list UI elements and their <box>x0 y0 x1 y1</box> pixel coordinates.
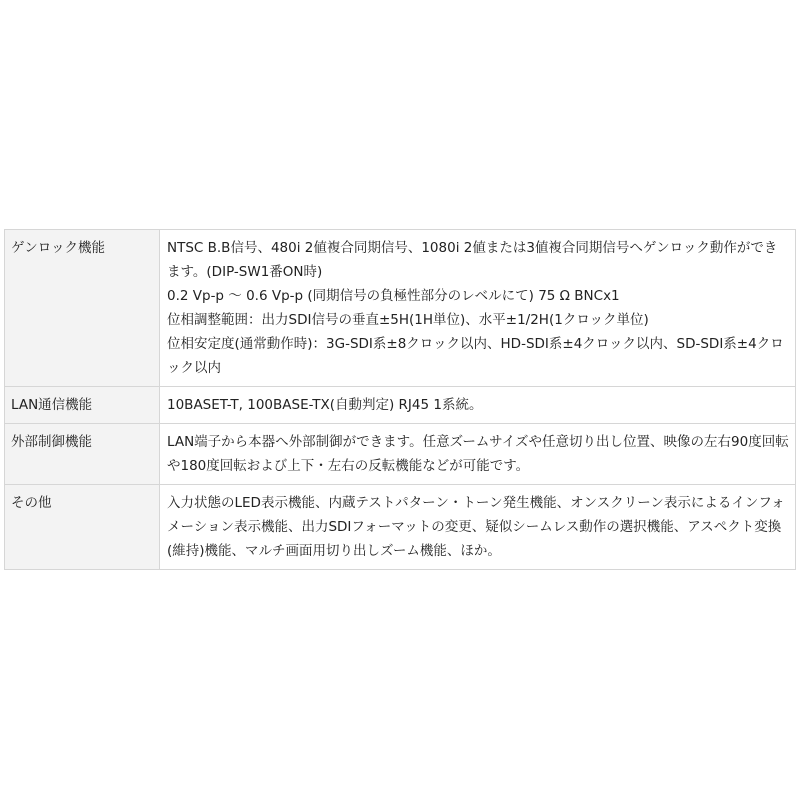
spec-table <box>4 229 796 570</box>
row-label-other: その他 <box>5 485 160 570</box>
genlock-signal-line: NTSC B.B信号、480i 2値複合同期信号、1080i 2値または3値複合同期信号へゲンロック動作ができます。(DIP-SW1番ON時) <box>167 240 778 280</box>
other-features-line: 入力状態のLED表示機能、内蔵テストパターン・トーン発生機能、オンスクリーン表示によるインフォメーション表示機能、出力SDIフォーマットの変更、疑似シームレス動作の選択機能、アスペクト変換(維持)機能、マルチ画面用切り出しズーム機能、ほか。 <box>167 495 785 559</box>
genlock-level-line: 0.2 Vp-p 〜 0.6 Vp-p (同期信号の負極性部分のレベルにて) 75 Ω BNCx1 <box>167 288 620 304</box>
row-value-other <box>160 485 796 570</box>
table-row-external-control <box>5 424 796 485</box>
external-control-line: LAN端子から本器へ外部制御ができます。任意ズームサイズや任意切り出し位置、映像の左右90度回転や180度回転および上下・左右の反転機能などが可能です。 <box>167 434 789 474</box>
table-row-lan <box>5 387 796 424</box>
row-label-genlock: ゲンロック機能 <box>5 230 160 387</box>
lan-spec-line: 10BASET-T, 100BASE-TX(自動判定) RJ45 1系統。 <box>167 397 483 413</box>
genlock-phase-stability-line: 位相安定度(通常動作時)：3G-SDI系±8クロック以内、HD-SDI系±4クロック以内、SD-SDI系±4クロック以内 <box>167 336 784 376</box>
row-value-genlock <box>160 230 796 387</box>
table-row-genlock <box>5 230 796 387</box>
row-value-lan <box>160 387 796 424</box>
row-label-external-control: 外部制御機能 <box>5 424 160 485</box>
row-label-lan: LAN通信機能 <box>5 387 160 424</box>
row-value-external-control <box>160 424 796 485</box>
genlock-phase-range-line: 位相調整範囲：出力SDI信号の垂直±5H(1H単位)、水平±1/2H(1クロック単位) <box>167 312 649 328</box>
table-row-other <box>5 485 796 570</box>
